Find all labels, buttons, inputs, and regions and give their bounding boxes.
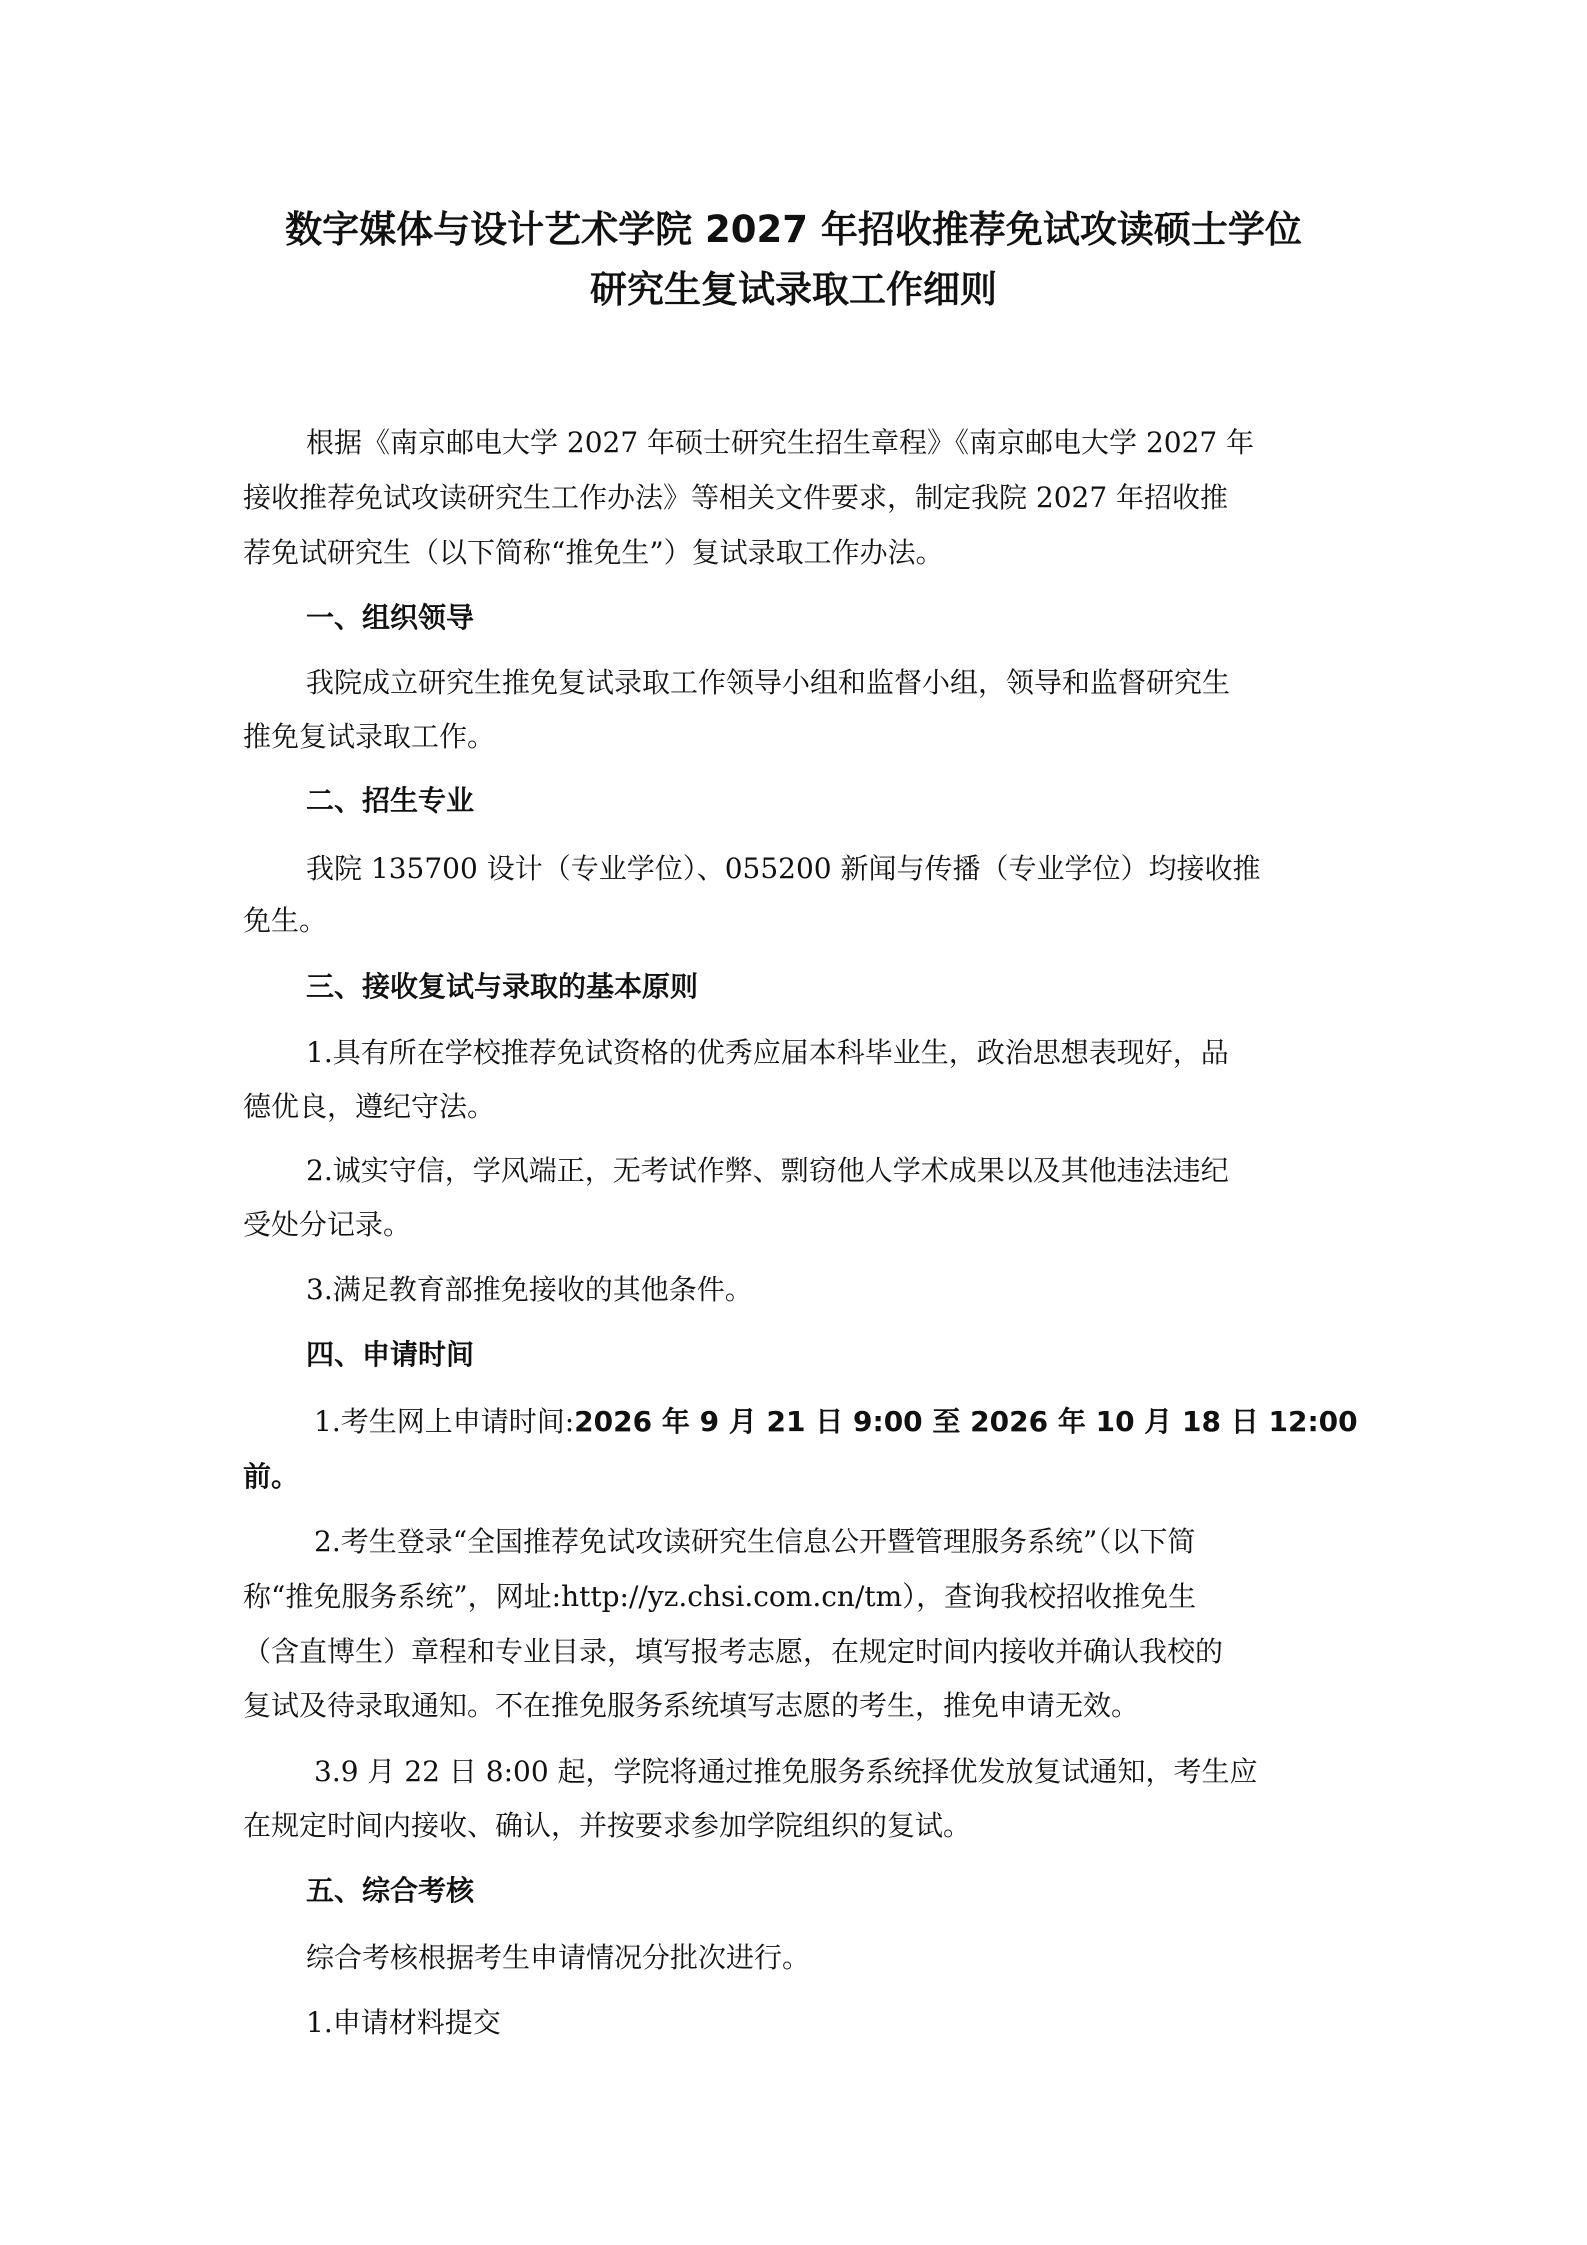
section-2-line-2: 免生。 (243, 904, 328, 937)
section-4-heading: 四、申请时间 (306, 1338, 475, 1371)
section-4-item-3-line-2: 在规定时间内接收、确认，并按要求参加学院组织的复试。 (243, 1809, 972, 1842)
section-4-item-1-line-2: 前。 (243, 1460, 300, 1493)
intro-line-2: 接收推荐免试攻读研究生工作办法》等相关文件要求，制定我院 2027 年招收推 (243, 481, 1229, 514)
section-3-item-3: 3.满足教育部推免接收的其他条件。 (306, 1273, 753, 1306)
section-1-line-2: 推免复试录取工作。 (243, 720, 496, 753)
section-3-item-1-line-2: 德优良，遵纪守法。 (243, 1090, 496, 1123)
section-5-paragraph-1: 综合考核根据考生申请情况分批次进行。 (306, 1941, 811, 1974)
section-4-item-2-line-4: 复试及待录取通知。不在推免服务系统填写志愿的考生，推免申请无效。 (243, 1689, 1140, 1722)
application-time-label: 1.考生网上申请时间: (314, 1405, 575, 1438)
application-time-range: 2026 年 9 月 21 日 9:00 至 2026 年 10 月 18 日 12:00 (574, 1405, 1358, 1438)
section-4-item-2-line-3: （含直博生）章程和专业目录，填写报考志愿，在规定时间内接收并确认我校的 (243, 1635, 1224, 1668)
section-1-heading: 一、组织领导 (306, 601, 475, 634)
section-5-item-1: 1.申请材料提交 (306, 2006, 501, 2039)
section-2-line-1: 我院 135700 设计（专业学位）、055200 新闻与传播（专业学位）均接收推 (306, 852, 1261, 885)
section-2-heading: 二、招生专业 (306, 784, 475, 817)
section-3-item-2-line-1: 2.诚实守信，学风端正，无考试作弊、剽窃他人学术成果以及其他违法违纪 (306, 1154, 1229, 1187)
section-3-heading: 三、接收复试与录取的基本原则 (306, 970, 699, 1003)
intro-line-1: 根据《南京邮电大学 2027 年硕士研究生招生章程》《南京邮电大学 2027 年 (306, 426, 1255, 459)
section-3-item-1-line-1: 1.具有所在学校推荐免试资格的优秀应届本科毕业生，政治思想表现好，品 (306, 1036, 1229, 1069)
section-4-item-2-line-2: 称“推免服务系统”，网址:http://yz.chsi.com.cn/tm），查询我校招收推免生 (243, 1580, 1197, 1613)
document-title-line-2: 研究生复试录取工作细则 (590, 268, 997, 311)
intro-line-3: 荐免试研究生（以下简称“推免生”）复试录取工作办法。 (243, 536, 944, 569)
section-4-item-3-line-1: 3.9 月 22 日 8:00 起，学院将通过推免服务系统择优发放复试通知，考生应 (314, 1755, 1258, 1788)
section-5-heading: 五、综合考核 (306, 1874, 475, 1907)
section-3-item-2-line-2: 受处分记录。 (243, 1208, 412, 1241)
document-title-line-1: 数字媒体与设计艺术学院 2027 年招收推荐免试攻读硕士学位 (285, 208, 1302, 251)
section-4-item-2-line-1: 2.考生登录“全国推荐免试攻读研究生信息公开暨管理服务系统”（以下简 (314, 1525, 1196, 1558)
section-1-line-1: 我院成立研究生推免复试录取工作领导小组和监督小组，领导和监督研究生 (306, 666, 1231, 699)
section-4-item-1-line-1 (314, 1405, 1358, 1439)
